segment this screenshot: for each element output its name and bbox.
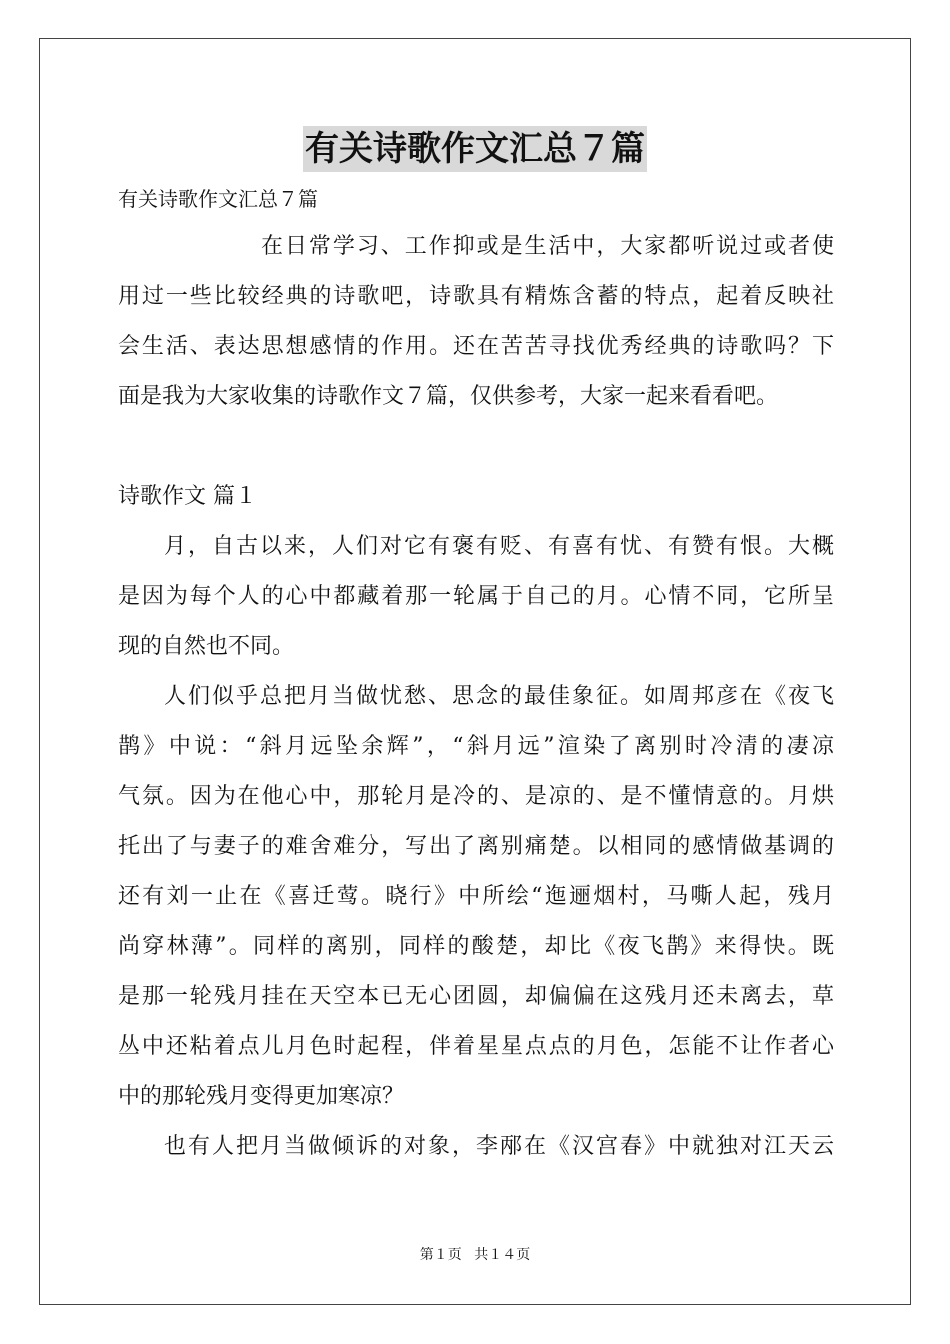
paragraph-line: 气氛。因为在他心中，那轮月是冷的、是凉的、是不懂情意的。月烘 <box>118 784 834 809</box>
paragraph-line: 托出了与妻子的难舍难分，写出了离别痛楚。以相同的感情做基调的 <box>118 834 834 859</box>
page-total: 共１４页 <box>474 1247 531 1263</box>
intro-line: 会生活、表达思想感情的作用。还在苦苦寻找优秀经典的诗歌吗？下 <box>118 334 834 359</box>
paragraph-line: 丛中还粘着点儿月色时起程，伴着星星点点的月色，怎能不让作者心 <box>118 1034 834 1059</box>
paragraph-line: 还有刘一止在《喜迁莺。晓行》中所绘“迤逦烟村，马嘶人起，残月 <box>118 884 834 909</box>
paragraph-line: 也有人把月当做倾诉的对象，李邴在《汉宫春》中就独对江天云 <box>164 1134 834 1159</box>
paragraph-line: 月，自古以来，人们对它有褒有贬、有喜有忧、有赞有恨。大概 <box>164 534 834 559</box>
document-title: 有关诗歌作文汇总７篇 <box>303 126 647 172</box>
paragraph-line: 尚穿林薄”。同样的离别，同样的酸楚，却比《夜飞鹊》来得快。既 <box>118 934 834 959</box>
paragraph-line: 是因为每个人的心中都藏着那一轮属于自己的月。心情不同，它所呈 <box>118 584 834 609</box>
document-subtitle: 有关诗歌作文汇总７篇 <box>118 187 318 211</box>
intro-line: 面是我为大家收集的诗歌作文７篇，仅供参考，大家一起来看看吧。 <box>118 384 779 409</box>
paragraph-line: 现的自然也不同。 <box>118 634 295 659</box>
blank-line <box>118 422 834 472</box>
page-number: 第１页 <box>419 1247 462 1263</box>
paragraph-line: 人们似乎总把月当做忧愁、思念的最佳象征。如周邦彦在《夜飞 <box>164 684 834 709</box>
paragraph-line: 中的那轮残月变得更加寒凉？ <box>118 1084 405 1109</box>
document-body <box>118 176 834 1172</box>
intro-line: 在日常学习、工作抑或是生活中，大家都听说过或者使 <box>261 234 834 259</box>
intro-line: 用过一些比较经典的诗歌吧，诗歌具有精炼含蓄的特点，起着反映社 <box>118 284 834 309</box>
paragraph-line: 鹊》中说：“斜月远坠余辉”，“斜月远”渲染了离别时冷清的凄凉 <box>118 734 834 759</box>
paragraph-line: 是那一轮残月挂在天空本已无心团圆，却偏偏在这残月还未离去，草 <box>118 984 834 1009</box>
title-area <box>0 126 950 172</box>
section-heading: 诗歌作文 篇１ <box>118 484 257 509</box>
page-footer <box>0 1245 950 1265</box>
